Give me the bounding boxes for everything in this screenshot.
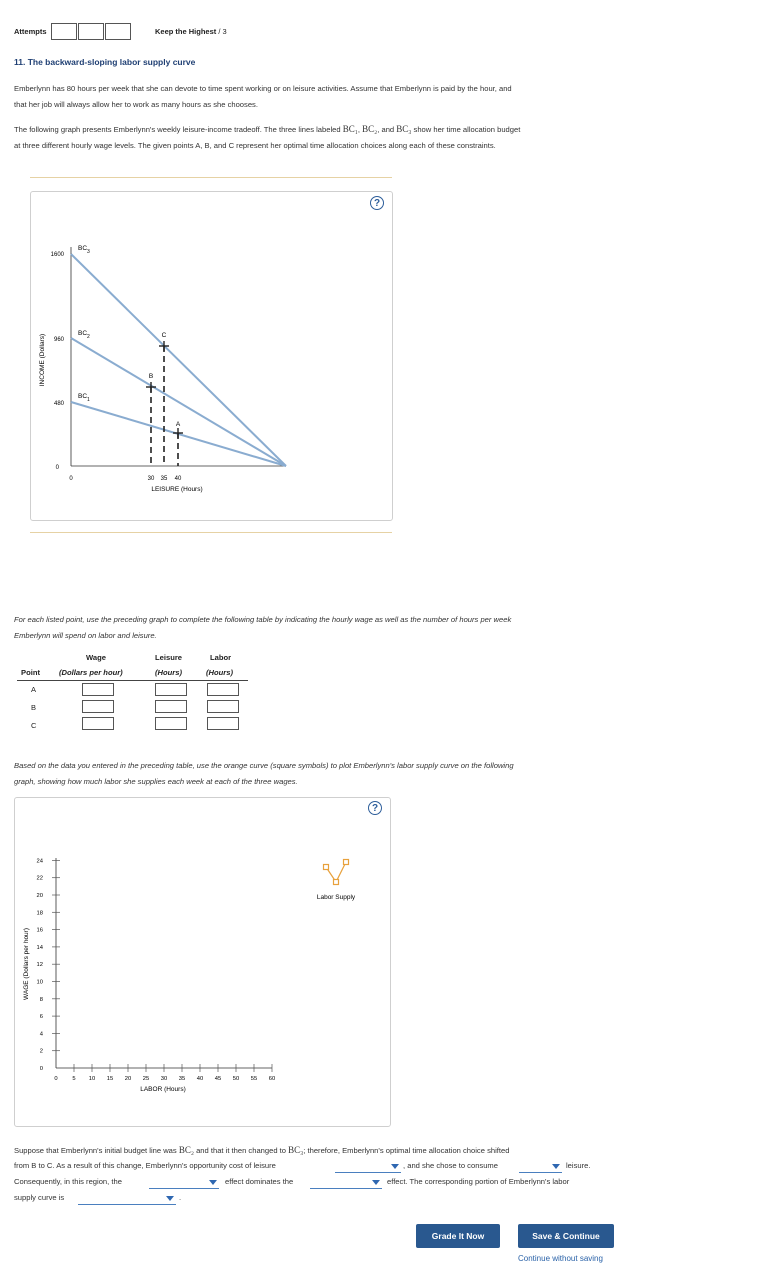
chevron-down-icon (391, 1164, 399, 1169)
x-tick-label: 30 (160, 1076, 168, 1082)
y-tick-960: 960 (53, 337, 64, 343)
y-tick-label: 24 (36, 858, 43, 865)
row-label-b: B (31, 703, 37, 712)
conclusion-line4-b: . (179, 1193, 182, 1202)
p2-line2: at three different hourly wage levels. The given points A, B, and C represent her optimal time allocation choices along each of these constraints. (14, 141, 496, 150)
leisure-income-graph (0, 0, 780, 540)
l1-bc3: BC₃ (288, 1145, 304, 1155)
bc3-label: $BC_3$ (78, 245, 90, 255)
p1-line1: Emberlynn has 80 hours per week that she can devote to time spent working or on leisure activities. Assume that Emberlynn is paid by the hour, and (14, 84, 512, 93)
x-tick-label: 40 (196, 1076, 204, 1082)
table-instr-line1: For each listed point, use the preceding graph to complete the following table by indicating the hourly wage as well as the number of hours per week (14, 615, 512, 624)
chevron-down-icon (552, 1164, 560, 1169)
point-c-label: C (161, 332, 167, 339)
graph2-instructions (14, 758, 774, 790)
supply-curve-dropdown[interactable] (78, 1194, 176, 1205)
legend-square-2[interactable] (334, 880, 339, 885)
dominated-effect-dropdown[interactable] (310, 1178, 382, 1189)
x-tick-label: 60 (268, 1076, 276, 1082)
y-tick-label: 18 (36, 910, 43, 917)
x-tick-40: 40 (174, 476, 182, 482)
wage-input-b[interactable] (82, 700, 114, 713)
p2-bc1: BC₁ (342, 124, 358, 134)
conclusion-line3-c: effect. The corresponding portion of Emberlynn's labor (387, 1177, 570, 1186)
labor-input-c[interactable] (207, 717, 239, 730)
wage-input-c[interactable] (82, 717, 114, 730)
x-axis-label: LEISURE (Hours) (151, 486, 203, 493)
col-wage-header: Wage (86, 653, 106, 662)
conclusion-paragraph (14, 1142, 774, 1159)
x-tick-label: 50 (232, 1076, 240, 1082)
x-tick-30: 30 (147, 476, 155, 482)
y-tick-label: 8 (39, 996, 43, 1003)
col-wage-unit: (Dollars per hour) (59, 668, 123, 677)
y-tick-label: 6 (39, 1014, 43, 1021)
y-tick-label: 10 (36, 979, 43, 986)
y-tick-label: 14 (36, 944, 43, 951)
labor-input-a[interactable] (207, 683, 239, 696)
y-tick-label: 4 (39, 1031, 43, 1038)
chevron-down-icon (166, 1196, 174, 1201)
row-label-a: A (31, 685, 37, 694)
y-tick-label: 16 (36, 927, 43, 934)
y-tick-label: 20 (36, 893, 43, 899)
point-a-marker (173, 428, 183, 438)
x-tick-35: 35 (160, 476, 168, 482)
conclusion-line4-a: supply curve is (14, 1193, 65, 1202)
graph2-instr-line2: graph, showing how much labor she supplies each week at each of the three wages. (14, 777, 298, 786)
x-tick-label: 35 (178, 1076, 186, 1082)
wage-input-a[interactable] (82, 683, 114, 696)
bc2-label: $BC_2$ (78, 330, 90, 340)
p2-sep2: , and (377, 125, 397, 134)
col-labor-header: Labor (210, 653, 232, 662)
x-tick-label: 55 (250, 1076, 258, 1082)
p2-text-b: show her time allocation budget (411, 125, 521, 134)
col-leisure-unit: (Hours) (155, 668, 182, 677)
dominant-effect-dropdown[interactable] (149, 1178, 219, 1189)
x-tick-label: 20 (124, 1076, 132, 1082)
p2-text-a: The following graph presents Emberlynn's weekly leisure-income tradeoff. The three lines labeled (14, 125, 343, 134)
question-title: 11. The backward-sloping labor supply curve (14, 57, 196, 67)
help-icon[interactable]: ? (370, 196, 384, 210)
conclusion-line3-a: Consequently, in this region, the (14, 1177, 122, 1186)
conclusion-line3-b: effect dominates the (225, 1177, 294, 1186)
x-tick-label: 45 (214, 1076, 222, 1082)
leisure-input-b[interactable] (155, 700, 187, 713)
save-continue-button[interactable]: Save & Continue (518, 1224, 614, 1248)
row-label-c: C (31, 721, 37, 730)
x-tick-label: 25 (142, 1076, 150, 1082)
grade-it-now-button[interactable]: Grade It Now (416, 1224, 500, 1248)
l1-bc2: BC₂ (178, 1145, 194, 1155)
y-tick-label: 22 (36, 875, 43, 882)
graph2-instr-line1: Based on the data you entered in the preceding table, use the orange curve (square symbols) to plot Emberlynn's labor supply curve on the following (14, 761, 514, 770)
p2-sep1: , (357, 125, 363, 134)
leisure-input-a[interactable] (155, 683, 187, 696)
col-labor-unit: (Hours) (206, 668, 233, 677)
opportunity-cost-dropdown[interactable] (335, 1162, 401, 1173)
p2-bc3: BC₃ (396, 124, 412, 134)
labor-input-b[interactable] (207, 700, 239, 713)
help-icon-2[interactable]: ? (368, 801, 382, 815)
y-tick-label: 0 (39, 1066, 43, 1072)
x-tick-0: 0 (69, 476, 73, 482)
chevron-down-icon (209, 1180, 217, 1185)
x-tick-label: 10 (88, 1076, 96, 1082)
y-axis-label: INCOME (Dollars) (39, 333, 46, 387)
point-b-label: B (148, 373, 154, 380)
y-tick-0: 0 (55, 465, 59, 471)
table-header-rule (17, 680, 248, 681)
point-a-label: A (175, 421, 181, 428)
col-leisure-header: Leisure (155, 653, 183, 662)
continue-without-saving-link[interactable]: Continue without saving (518, 1254, 603, 1263)
legend-square-1[interactable] (324, 865, 329, 870)
y-tick-label: 12 (36, 962, 43, 969)
leisure-input-c[interactable] (155, 717, 187, 730)
l1-text-c: ; therefore, Emberlynn's optimal time allocation choice shifted (303, 1146, 510, 1155)
y-tick-label: 2 (39, 1048, 43, 1055)
y-axis-label-2: WAGE (Dollars per hour) (23, 928, 30, 1000)
keep-highest-label: Keep the Highest (155, 27, 217, 36)
leisure-amount-dropdown[interactable] (519, 1162, 562, 1173)
y-tick-1600: 1600 (50, 252, 64, 258)
legend-label: Labor Supply (316, 894, 356, 901)
y-tick-480: 480 (53, 401, 64, 407)
legend-square-3[interactable] (344, 860, 349, 865)
table-instructions (14, 612, 764, 644)
divider-bottom (30, 532, 392, 533)
x-tick-label: 0 (54, 1076, 58, 1082)
p1-line2: that her job will always allow her to work as many hours as she chooses. (14, 100, 258, 109)
bc1-label: $BC_1$ (78, 393, 90, 403)
conclusion-line1 (14, 1142, 774, 1159)
p2-bc2: BC₂ (362, 124, 378, 134)
conclusion-line2-b: , and she chose to consume (403, 1161, 498, 1170)
conclusion-line2-a: from B to C. As a result of this change, Emberlynn's opportunity cost of leisure (14, 1161, 276, 1170)
labor-supply-graph[interactable] (0, 790, 780, 1130)
l1-text-b: and that it then changed to (193, 1146, 289, 1155)
chevron-down-icon (372, 1180, 380, 1185)
x-tick-label: 5 (72, 1076, 76, 1082)
x-tick-label: 15 (106, 1076, 114, 1082)
attempts-label: Attempts (14, 27, 47, 36)
conclusion-line2-c: leisure. (566, 1161, 591, 1170)
table-instr-line2: Emberlynn will spend on labor and leisure. (14, 631, 157, 640)
x-axis-label-2: LABOR (Hours) (140, 1086, 186, 1093)
keep-highest-value: / 3 (218, 27, 227, 36)
l1-text-a: Suppose that Emberlynn's initial budget line was (14, 1146, 179, 1155)
col-point-header: Point (21, 668, 40, 677)
